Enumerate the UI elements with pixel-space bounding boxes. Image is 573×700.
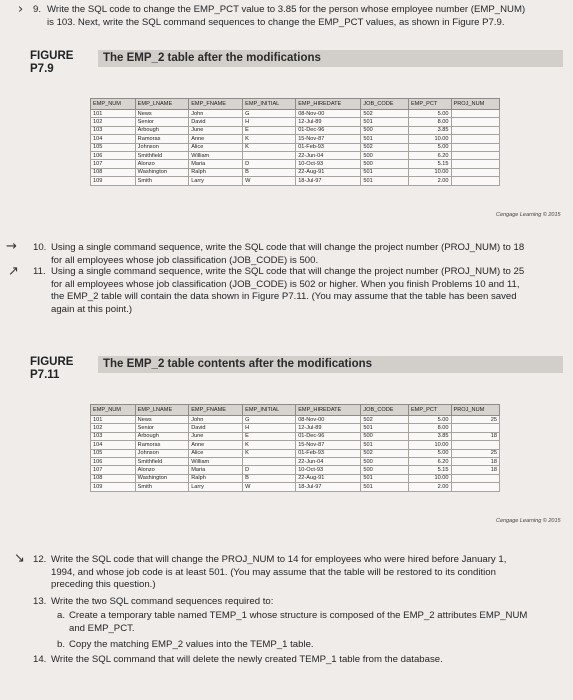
table-cell: [451, 135, 500, 143]
table-cell: 500: [361, 126, 409, 134]
table-cell: 10-Oct-93: [296, 466, 361, 474]
table-cell: Johnson: [135, 449, 189, 457]
column-header: JOB_CODE: [361, 99, 409, 110]
table-cell: 15-Nov-87: [296, 441, 361, 449]
table-cell: 501: [361, 135, 409, 143]
table-cell: 109: [91, 177, 136, 185]
table-cell: K: [243, 449, 296, 457]
table-cell: B: [243, 168, 296, 176]
column-header: EMP_LNAME: [135, 99, 189, 110]
table-row: [91, 135, 500, 143]
table-cell: 12-Jul-89: [296, 424, 361, 432]
table-cell: 107: [91, 160, 136, 168]
question-14: 14. Write the SQL command that will delete the newly created TEMP_1 table from the database.: [33, 654, 443, 665]
table-cell: 502: [361, 143, 409, 151]
table-row: [91, 424, 500, 432]
table-cell: [451, 177, 500, 185]
table-cell: Washington: [135, 168, 189, 176]
table-cell: K: [243, 441, 296, 449]
question-10-number: 10.: [33, 242, 47, 253]
table-cell: 08-Nov-00: [296, 416, 361, 424]
table-cell: 18: [451, 457, 500, 465]
table-cell: [243, 457, 296, 465]
table-cell: Smithfield: [135, 151, 189, 159]
table-cell: Ramoras: [135, 135, 189, 143]
question-13-number: 13.: [33, 596, 47, 607]
table-header-row: [91, 99, 500, 110]
handwritten-arrow-icon: ↘: [14, 551, 25, 566]
table-cell: G: [243, 110, 296, 118]
question-11-number: 11.: [33, 266, 46, 277]
table-row: [91, 483, 500, 491]
table-cell: 5.15: [408, 466, 451, 474]
column-header: EMP_HIREDATE: [296, 405, 361, 416]
table-cell: [243, 151, 296, 159]
table-cell: William: [189, 151, 243, 159]
table-cell: 501: [361, 424, 409, 432]
table-cell: 22-Jun-04: [296, 151, 361, 159]
table-row: [91, 432, 500, 440]
table-cell: 12-Jul-89: [296, 118, 361, 126]
table-cell: 22-Jun-04: [296, 457, 361, 465]
table-header-row: [91, 405, 500, 416]
table-cell: E: [243, 432, 296, 440]
table-cell: 6.20: [408, 457, 451, 465]
table-row: [91, 118, 500, 126]
table-cell: [451, 474, 500, 482]
table-cell: 22-Aug-91: [296, 474, 361, 482]
table-cell: 10.00: [408, 135, 451, 143]
table-row: [91, 151, 500, 159]
table-cell: W: [243, 483, 296, 491]
column-header: EMP_PCT: [408, 99, 451, 110]
table-row: [91, 110, 500, 118]
table-cell: 10.00: [408, 441, 451, 449]
table-cell: 107: [91, 466, 136, 474]
table-cell: B: [243, 474, 296, 482]
table-cell: [451, 151, 500, 159]
figure-p79-credit: Cengage Learning © 2015: [496, 212, 561, 218]
figure-p711-credit: Cengage Learning © 2015: [496, 518, 561, 524]
table-cell: 8.00: [408, 424, 451, 432]
question-12-number: 12.: [33, 554, 47, 565]
table-cell: Larry: [189, 483, 243, 491]
table-cell: 18: [451, 466, 500, 474]
question-9-line-2: is 103. Next, write the SQL command sequences to change the EMP_PCT values, as shown in Figure P7.9.: [47, 16, 505, 28]
column-header: EMP_FNAME: [189, 405, 243, 416]
table-cell: 5.00: [408, 416, 451, 424]
table-cell: 10.00: [408, 474, 451, 482]
column-header: JOB_CODE: [361, 405, 409, 416]
question-11: 11. Using a single command sequence, write the SQL code that will change the project number (PROJ_NUM) to 25 for all employees whose job classification (JOB_CODE) is 502 or higher. When you finish Problems 10 and 11, the EMP_2 table will contain the data shown in Figure P7.11. (You may assume that the table has been saved again at this point.): [33, 266, 525, 315]
table-cell: 10.00: [408, 168, 451, 176]
table-cell: W: [243, 177, 296, 185]
table-cell: Smith: [135, 483, 189, 491]
table-cell: 502: [361, 449, 409, 457]
table-cell: Johnson: [135, 143, 189, 151]
table-cell: 22-Aug-91: [296, 168, 361, 176]
table-cell: 01-Feb-93: [296, 143, 361, 151]
table-cell: 01-Dec-96: [296, 126, 361, 134]
figure-p79-title: The EMP_2 table after the modifications: [103, 52, 321, 64]
column-header: EMP_HIREDATE: [296, 99, 361, 110]
table-cell: K: [243, 135, 296, 143]
table-cell: H: [243, 118, 296, 126]
handwritten-arrow-icon: →: [6, 239, 17, 254]
table-cell: 10-Oct-93: [296, 160, 361, 168]
table-cell: Anne: [189, 441, 243, 449]
table-cell: News: [135, 110, 189, 118]
table-cell: David: [189, 424, 243, 432]
handwritten-arrow-icon: ›: [18, 2, 24, 17]
table-cell: K: [243, 143, 296, 151]
table-cell: Alonzo: [135, 466, 189, 474]
question-10: 10. Using a single command sequence, write the SQL code that will change the project number (PROJ_NUM) to 18 for all employees whose job classification (JOB_CODE) is 500.: [33, 242, 525, 266]
table-cell: Smith: [135, 177, 189, 185]
figure-p79-label: FIGURE P7.9: [30, 50, 74, 75]
table-cell: 500: [361, 457, 409, 465]
table-cell: 105: [91, 143, 136, 151]
table-cell: Arbough: [135, 432, 189, 440]
table-cell: 500: [361, 466, 409, 474]
table-cell: Senior: [135, 424, 189, 432]
table-cell: 18-Jul-97: [296, 177, 361, 185]
column-header: EMP_NUM: [91, 405, 136, 416]
table-cell: 101: [91, 416, 136, 424]
column-header: PROJ_NUM: [451, 99, 500, 110]
question-9-line-1: Write the SQL code to change the EMP_PCT value to 3.85 for the person whose employee number (EMP_NUM): [47, 4, 526, 15]
table-cell: 103: [91, 432, 136, 440]
table-cell: Maria: [189, 160, 243, 168]
table-cell: [451, 126, 500, 134]
table-cell: 109: [91, 483, 136, 491]
table-cell: 18-Jul-97: [296, 483, 361, 491]
table-row: [91, 126, 500, 134]
table-cell: [451, 483, 500, 491]
table-cell: News: [135, 416, 189, 424]
table-cell: 102: [91, 118, 136, 126]
table-cell: 08-Nov-00: [296, 110, 361, 118]
table-cell: [451, 118, 500, 126]
table-cell: Senior: [135, 118, 189, 126]
table-cell: 2.00: [408, 483, 451, 491]
table-cell: [451, 424, 500, 432]
table-cell: Alonzo: [135, 160, 189, 168]
table-cell: 8.00: [408, 118, 451, 126]
column-header: EMP_INITIAL: [243, 99, 296, 110]
table-cell: 501: [361, 441, 409, 449]
table-cell: Smithfield: [135, 457, 189, 465]
table-row: [91, 168, 500, 176]
table-cell: John: [189, 416, 243, 424]
table-cell: 5.00: [408, 110, 451, 118]
column-header: EMP_PCT: [408, 405, 451, 416]
table-row: [91, 143, 500, 151]
table-cell: Anne: [189, 135, 243, 143]
table-row: [91, 177, 500, 185]
table-cell: Larry: [189, 177, 243, 185]
table-row: [91, 466, 500, 474]
table-cell: 502: [361, 110, 409, 118]
table-cell: 3.85: [408, 432, 451, 440]
table-cell: June: [189, 126, 243, 134]
table-cell: [451, 441, 500, 449]
table-cell: 01-Feb-93: [296, 449, 361, 457]
table-cell: Maria: [189, 466, 243, 474]
table-cell: 5.15: [408, 160, 451, 168]
table-cell: 2.00: [408, 177, 451, 185]
table-row: [91, 441, 500, 449]
table-cell: 501: [361, 177, 409, 185]
question-9-number: 9.: [33, 4, 42, 15]
table-cell: D: [243, 160, 296, 168]
column-header: EMP_INITIAL: [243, 405, 296, 416]
table-cell: 5.00: [408, 449, 451, 457]
handwritten-arrow-icon: ↗: [8, 264, 19, 279]
table-cell: 104: [91, 135, 136, 143]
table-cell: 501: [361, 474, 409, 482]
table-cell: 01-Dec-96: [296, 432, 361, 440]
table-cell: G: [243, 416, 296, 424]
table-cell: Arbough: [135, 126, 189, 134]
table-row: [91, 416, 500, 424]
table-cell: 106: [91, 457, 136, 465]
table-cell: 105: [91, 449, 136, 457]
table-cell: June: [189, 432, 243, 440]
table-cell: 18: [451, 432, 500, 440]
table-cell: 108: [91, 168, 136, 176]
table-row: [91, 160, 500, 168]
table-cell: 25: [451, 416, 500, 424]
emp2-table-p79: [90, 98, 500, 186]
table-cell: [451, 110, 500, 118]
table-cell: 5.00: [408, 143, 451, 151]
table-cell: Ramoras: [135, 441, 189, 449]
table-cell: Ralph: [189, 474, 243, 482]
table-cell: 108: [91, 474, 136, 482]
table-cell: [451, 168, 500, 176]
table-row: [91, 474, 500, 482]
question-13a: a. Create a temporary table named TEMP_1 whose structure is composed of the EMP_2 attributes EMP_NUM and EMP_PCT.: [57, 610, 528, 634]
question-9: [33, 4, 563, 28]
column-header: EMP_FNAME: [189, 99, 243, 110]
table-cell: Alice: [189, 449, 243, 457]
column-header: PROJ_NUM: [451, 405, 500, 416]
table-cell: [451, 160, 500, 168]
table-cell: David: [189, 118, 243, 126]
table-cell: 501: [361, 118, 409, 126]
table-cell: 501: [361, 483, 409, 491]
table-cell: 104: [91, 441, 136, 449]
table-cell: 500: [361, 160, 409, 168]
table-cell: Ralph: [189, 168, 243, 176]
question-13b: b. Copy the matching EMP_2 values into the TEMP_1 table.: [57, 639, 314, 650]
table-cell: 500: [361, 432, 409, 440]
table-cell: 500: [361, 151, 409, 159]
table-row: [91, 449, 500, 457]
column-header: EMP_NUM: [91, 99, 136, 110]
table-cell: 103: [91, 126, 136, 134]
column-header: EMP_LNAME: [135, 405, 189, 416]
table-cell: 6.20: [408, 151, 451, 159]
table-cell: 15-Nov-87: [296, 135, 361, 143]
table-cell: E: [243, 126, 296, 134]
table-cell: 25: [451, 449, 500, 457]
figure-p711-title: The EMP_2 table contents after the modifications: [103, 358, 373, 370]
table-cell: 101: [91, 110, 136, 118]
emp2-table-p711: [90, 404, 500, 492]
table-cell: 102: [91, 424, 136, 432]
question-13: 13. Write the two SQL command sequences required to:: [33, 596, 274, 607]
table-cell: John: [189, 110, 243, 118]
table-row: [91, 457, 500, 465]
table-cell: 501: [361, 168, 409, 176]
table-cell: Washington: [135, 474, 189, 482]
table-cell: 3.85: [408, 126, 451, 134]
figure-p711-label: FIGURE P7.11: [30, 356, 74, 381]
table-cell: 106: [91, 151, 136, 159]
table-cell: Alice: [189, 143, 243, 151]
table-cell: [451, 143, 500, 151]
table-cell: William: [189, 457, 243, 465]
table-cell: 502: [361, 416, 409, 424]
table-cell: D: [243, 466, 296, 474]
question-12: 12. Write the SQL code that will change the PROJ_NUM to 14 for employees who were hired before January 1, 1994, and whose job code is at least 501. (You may assume that the table will be restored to its condition preceding this question.): [33, 554, 507, 590]
question-14-number: 14.: [33, 654, 47, 665]
table-cell: H: [243, 424, 296, 432]
